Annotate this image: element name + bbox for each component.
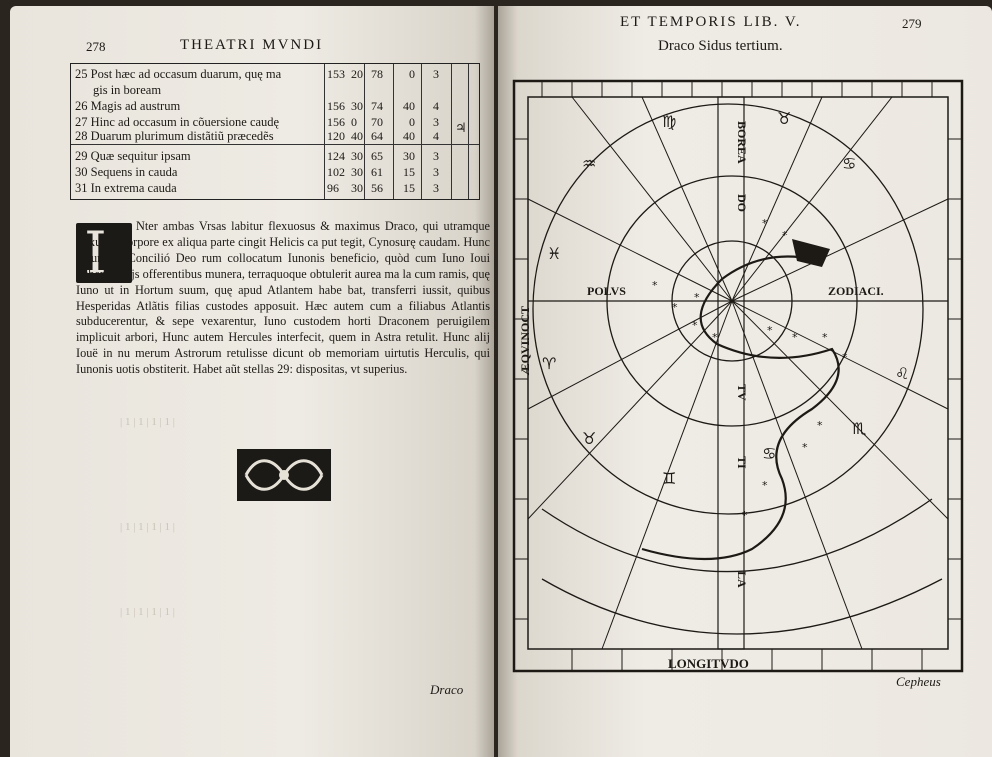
- svg-text:♍: ♍: [662, 112, 677, 131]
- label-longitudo: LONGITVDO: [668, 656, 749, 671]
- table-row: 26 Magis ad austrum 156 30 74 40 4: [75, 99, 439, 113]
- svg-text:*: *: [767, 324, 773, 337]
- svg-text:*: *: [822, 331, 828, 344]
- svg-text:*: *: [782, 229, 788, 242]
- table-row: 25 Post hæc ad occasum duarum, quę ma 153 20 78 0 3: [75, 67, 439, 81]
- table-row: gis in boream: [93, 83, 162, 97]
- label-do-top: DO: [735, 194, 749, 212]
- svg-text:♒: ♒: [582, 154, 597, 173]
- label-polus: POLVS: [587, 284, 626, 298]
- svg-text:♈: ♈: [542, 354, 557, 373]
- planet-symbol: ♃: [455, 120, 467, 135]
- label-la: LA: [735, 571, 749, 588]
- label-ti: TI: [735, 456, 749, 469]
- svg-text:♓: ♓: [547, 244, 562, 263]
- svg-text:♉: ♉: [582, 429, 597, 448]
- label-borea: BOREA: [735, 121, 749, 164]
- printer-ornament: [236, 448, 332, 502]
- label-zodiaci: ZODIACI.: [828, 284, 884, 298]
- label-aequinoctialis: ÆQVINOCT: [518, 306, 532, 376]
- table-row: 28 Duarum plurimum distãtiũ præcedẽs 120 40 64 40 4: [75, 129, 439, 143]
- svg-text:♋: ♋: [762, 444, 777, 463]
- table-row: 30 Sequens in cauda 102 30 61 15 3: [75, 165, 439, 179]
- table-row: 29 Quæ sequitur ipsam 124 30 65 30 3: [75, 149, 439, 163]
- left-page: 278 THEATRI MVNDI 25 Post hæc ad occasum duarum, quę ma 153 20 78 0 3 gis in boream 26 Magis ad austrum 156 30 74 40 4 27 Hinc ad occasum in cõuersione caudę 156 0 70 0 3 28 Duarum plurimum distãtiũ præcedẽs 120 40 64 40 4 29 Quæ sequitur ipsam 124 30 65 30 3 30 Sequens in cauda 102 30 61 15 3 31 In extrema cauda 96 30 56 15 3 ♃ I Nter ambas Vrsas labitur flexuosus & maximus Draco, qui utramque flexuoso corpore ex aliqua parte cingit Helicis ca put tegit, Cynosurę caudam. Hunc dicunt in Concilió Deo rum collocatum Iunonis beneficio, quòd cum Iuno Ioui nuberet. Dijs offerentibus munera, terraquoque obtulerit aurea ma la cum ramis, quę Iuno ut in Hortum suum, quę apud Atlantem habe bat, transferri iussit, quibus Hesperidas Atlãtis filias custodes apposuit. Hæc autem cum a filiabus Atlantis subducerentur, & sepe vexarentur, Iuno custodem horti Draconem peruigilem implicuit arbori, Hunc autem Hercules interfecit, quem in Astra retulit. Hunc alij Iouë in nu merum Astrorum retulisse dicunt ob memoriam uirtutis Herculis, qui Iunonis uotis obstiterit. Habet aũt stellas 29: dispositas, vt superius. | 1 | 1 | 1 | 1 | | 1 | 1 | 1 | 1 | | 1 | 1 | 1 | 1 | Draco: [10, 6, 494, 757]
- catchword-right: Cepheus: [896, 674, 941, 689]
- svg-text:*: *: [672, 301, 678, 314]
- running-head-right: ET TEMPORIS LIB. V.: [620, 14, 802, 30]
- svg-text:*: *: [694, 291, 700, 304]
- plate-title: Draco Sidus tertium.: [658, 38, 783, 54]
- body-paragraph: Nter ambas Vrsas labitur flexuosus & maximus Draco, qui utramque flexuoso corpore ex aliqua parte cingit Helicis ca put tegit, Cynosurę caudam. Hunc dicunt in Concilió Deo rum collocatum Iunonis beneficio, quòd cum Iuno Ioui nuberet. Dijs offerentibus munera, terraquoque obtulerit aurea ma la cum ramis, quę Iuno ut in Hortum suum, quę apud Atlantem habe bat, transferri iussit, quibus Hesperidas Atlãtis filias custodes apposuit. Hæc autem cum a filiabus Atlantis subducerentur, & sepe vexarentur, Iuno custodem horti Draconem peruigilem implicuit arbori, Hunc autem Hercules interfecit, quem in Astra retulit. Hunc alij Iouë in nu merum Astrorum retulisse dicunt ob memoriam uirtutis Herculis, qui Iunonis uotis obstiterit. Habet aũt stellas 29: dispositas, vt superius.: [76, 219, 490, 377]
- svg-text:♊: ♊: [662, 469, 677, 488]
- page-number-left: 278: [86, 39, 106, 54]
- table-row: 31 In extrema cauda 96 30 56 15 3: [75, 181, 439, 195]
- svg-text:*: *: [742, 509, 748, 522]
- svg-text:*: *: [817, 419, 823, 432]
- page-number-right: 279: [902, 16, 922, 31]
- running-head-left: THEATRI MVNDI: [180, 37, 324, 53]
- right-page: [498, 6, 992, 757]
- svg-text:*: *: [692, 319, 698, 332]
- constellation-plate: [512, 79, 964, 679]
- svg-text:*: *: [792, 331, 798, 344]
- svg-text:*: *: [762, 217, 768, 230]
- decorated-initial: I: [76, 223, 132, 283]
- svg-text:*: *: [762, 479, 768, 492]
- svg-text:♉: ♉: [777, 109, 792, 128]
- table-row: 27 Hinc ad occasum in cõuersione caudę 156 0 70 0 3: [75, 115, 439, 129]
- label-tv: TV: [735, 384, 749, 401]
- svg-text:*: *: [652, 279, 658, 292]
- svg-text:♋: ♋: [842, 154, 857, 173]
- svg-text:♏: ♏: [852, 419, 867, 438]
- svg-text:♌: ♌: [895, 364, 910, 383]
- svg-text:*: *: [712, 331, 718, 344]
- star-table: [70, 63, 480, 200]
- svg-text:*: *: [842, 351, 848, 364]
- catchword-left: Draco: [430, 682, 464, 697]
- svg-text:*: *: [802, 441, 808, 454]
